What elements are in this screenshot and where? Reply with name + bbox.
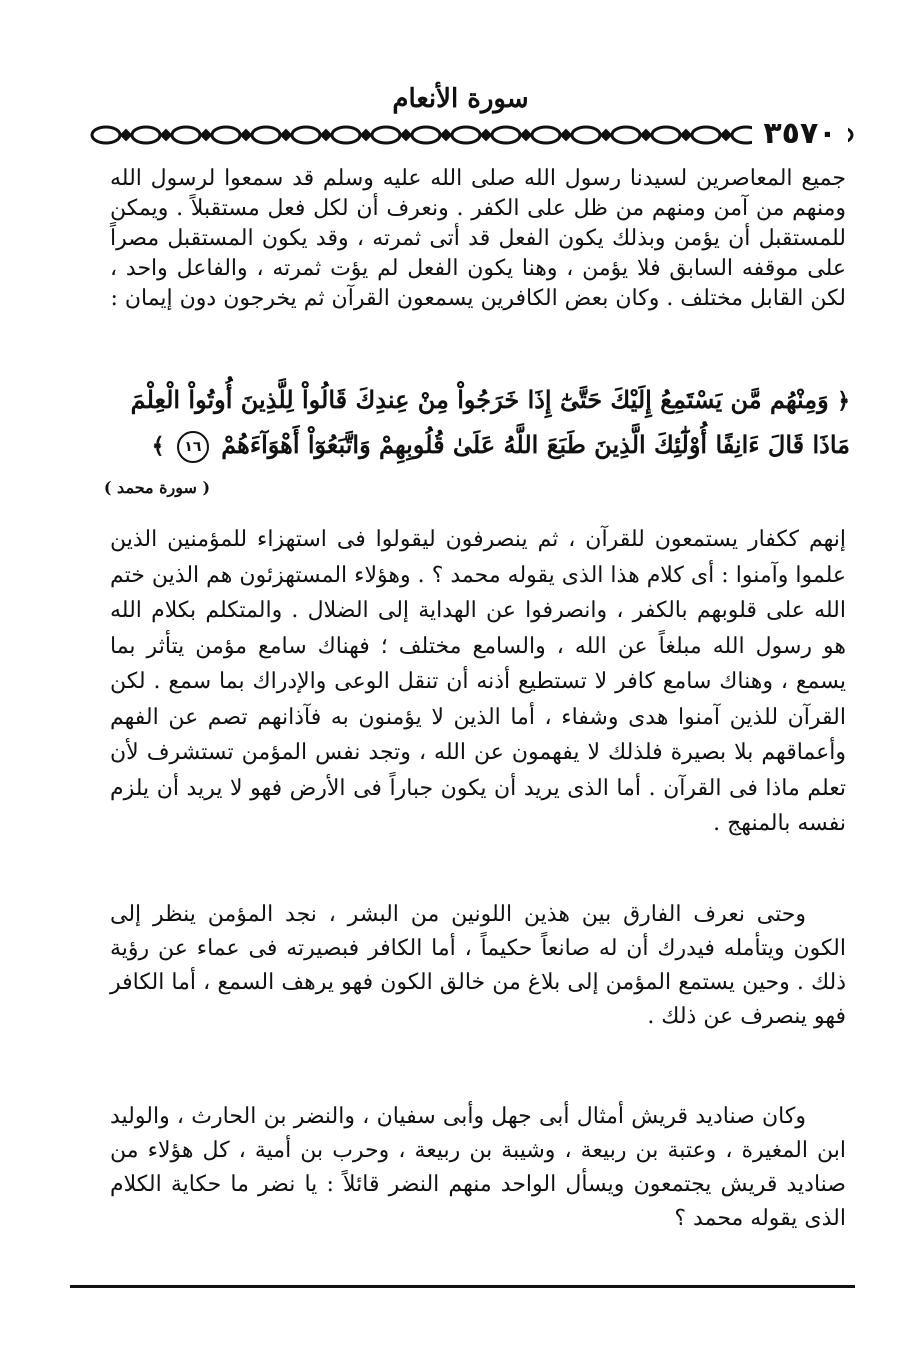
ornament-diamond [202,131,210,139]
bottom-rule [70,1285,855,1288]
surah-title: سورة الأنعام [392,84,529,114]
ornament-diamond [402,131,410,139]
ornament-link [332,127,360,143]
ornament-link [492,127,520,143]
ornament-diamond [522,131,530,139]
ornament-link [652,127,680,143]
paragraph-intro: جميع المعاصرين لسيدنا رسول الله صلى الله عليه وسلم قد سمعوا لرسول الله ومنهم من آمن ومنهم من ظل على الكفر . ونعرف أن لكل فعل مستقبلاً . ويمكن للمستقبل أن يؤمن وبذلك يكون الفعل قد أتى ثمرته ، وقد يكون المستقبل مصراً على موقفه السابق فلا يؤمن ، وهنا يكون الفعل لم يؤت ثمرته ، والفاعل واحد ، لكن القابل مختلف . وكان بعض الكافرين يسمعون القرآن ثم يخرجون دون إيمان : [110,166,846,311]
verse-open-bracket: ﴿ [837,388,850,414]
ornament-link [532,127,560,143]
ornament-diamond [122,131,130,139]
ornament-link [212,127,240,143]
ornament-link [252,127,280,143]
ornament-diamond [602,131,610,139]
ornament-link [172,127,200,143]
ornament-link [452,127,480,143]
ornament-diamond [162,131,170,139]
ornamental-border [86,120,858,150]
ornament-link [132,127,160,143]
ornament-diamond [242,131,250,139]
ornament-diamond [722,131,730,139]
ornament-link [612,127,640,143]
ornament-diamond [282,131,290,139]
ornament-diamond [442,131,450,139]
ornament-diamond [642,131,650,139]
ornament-diamond [682,131,690,139]
verse-text: وَمِنْهُم مَّن يَسْتَمِعُ إِلَيْكَ حَتَّىٰٓ إِذَا خَرَجُواْ مِنْ عِندِكَ قَالُواْ لِلَّذِينَ أُوتُواْ الْعِلْمَ مَاذَا قَالَ ءَانِفًا أُوْلَٰٓئِكَ الَّذِينَ طَبَعَ اللَّهُ عَلَىٰ قُلُوبِهِمْ وَاتَّبَعُوٓاْ أَهْوَآءَهُمْ [130,385,850,459]
surah-reference: ( سورة محمد ) [103,478,211,497]
verse-close-bracket: ﴾ [151,433,165,459]
ornament-diamond [362,131,370,139]
quran-verse [100,378,850,468]
ornament-diamond [322,131,330,139]
ornament-link [372,127,400,143]
ornament-link [92,127,120,143]
ornament-link [292,127,320,143]
ornament-link [572,127,600,143]
paragraph-quraysh: وكان صناديد قريش أمثال أبى جهل وأبى سفيان ، والنضر بن الحارث ، والوليد ابن المغيرة ، وعتبة بن ربيعة ، وشيبة بن ربيعة ، وحرب بن أمية ، كل هؤلاء من صناديد قريش يجتمعون ويسأل الواحد منهم النضر قائلاً : يا نضر ما حكاية الكلام الذى يقوله محمد ؟ [110,1104,846,1231]
ornament-diamond [562,131,570,139]
paragraph-difference: وحتى نعرف الفارق بين هذين اللونين من البشر ، نجد المؤمن ينظر إلى الكون ويتأمله فيدرك أن له صانعاً حكيماً ، أما الكافر فبصيرته فى عماء عن رؤية ذلك . وحين يستمع المؤمن إلى بلاغ من خالق الكون فهو يرهف السمع ، أما الكافر فهو ينصرف عن ذلك . [110,902,846,1029]
ornament-diamond [482,131,490,139]
verse-number: ١٦ [177,431,209,463]
ornament-link [412,127,440,143]
page-number: ٣٥٧٠ [752,114,848,154]
paragraph-commentary: إنهم ككفار يستمعون للقرآن ، ثم ينصرفون ليقولوا فى استهزاء للمؤمنين الذين علموا وآمنوا : أى كلام هذا الذى يقوله محمد ؟ . وهؤلاء المستهزئون هم الذين ختم الله على قلوبهم بالكفر ، وانصرفوا عن الهداية إلى الضلال . والمتكلم بكلام الله هو رسول الله مبلغاً عن الله ، والسامع مختلف ؛ فهناك سامع مؤمن يتأثر بما يسمع ، وهناك سامع كافر لا تستطيع أذنه أن تنقل الوعى والإدراك بما سمع . لكن القرآن للذين آمنوا هدى وشفاء ، أما الذين لا يؤمنون به فآذانهم تصم عن الفهم وأعماقهم بلا بصيرة فلذلك لا يفهمون عن الله ، وتجد نفس المؤمن تستشرف لأن تعلم ماذا فى القرآن . أما الذى يريد أن يكون جباراً فى الأرض فهو لا يريد أن يلزم نفسه بالمنهج . [110,527,847,836]
ornament-link [692,127,720,143]
